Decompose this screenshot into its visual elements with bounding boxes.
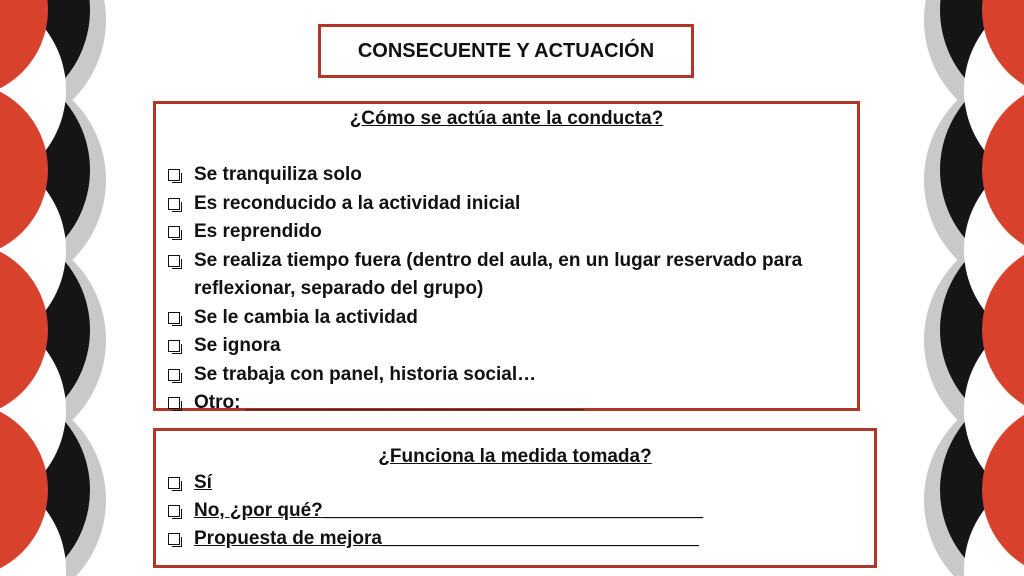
checkbox-icon[interactable]: [168, 505, 180, 517]
checkbox-icon[interactable]: [168, 198, 180, 210]
option-otro[interactable]: [166, 389, 847, 418]
option-label: Es reconducido a la actividad inicial: [194, 192, 521, 214]
checkbox-icon[interactable]: [168, 533, 180, 545]
option-se-tranquiliza[interactable]: [166, 161, 847, 190]
option-label: Se ignora: [194, 335, 281, 356]
option-label: No, ¿por qué?____________________________________: [194, 500, 704, 521]
checkbox-icon[interactable]: [168, 397, 180, 409]
checkbox-icon[interactable]: [168, 169, 180, 181]
option-label: Se le cambia la actividad: [194, 306, 418, 328]
spacer: [166, 131, 847, 161]
option-no-por-que[interactable]: [166, 497, 864, 525]
option-label: Es reprendido: [194, 221, 322, 242]
option-label: Se realiza tiempo fuera (dentro del aula, en un lugar reservado para reflexionar, separado del grupo): [194, 249, 803, 299]
option-label: Se trabaja con panel, historia social…: [194, 363, 537, 385]
checkbox-icon[interactable]: [168, 226, 180, 238]
option-tiempo-fuera[interactable]: [166, 247, 847, 304]
option-label: Otro: ________________________________: [194, 392, 584, 413]
option-propuesta-mejora[interactable]: [166, 525, 864, 553]
behavior-response-panel: [153, 101, 860, 411]
checkbox-icon[interactable]: [168, 312, 180, 324]
scallop-border-left: [0, 0, 106, 576]
measure-effectiveness-question: ¿Funciona la medida tomada?: [378, 446, 652, 467]
behavior-response-question: ¿Cómo se actúa ante la conducta?: [349, 108, 664, 129]
option-label: Propuesta de mejora______________________________: [194, 528, 699, 549]
checkbox-icon[interactable]: [168, 369, 180, 381]
option-label: Se tranquiliza solo: [194, 164, 362, 185]
checkbox-icon[interactable]: [168, 477, 180, 489]
option-reprendido[interactable]: [166, 218, 847, 247]
checkbox-icon[interactable]: [168, 255, 180, 267]
scallop-border-right: [924, 0, 1024, 576]
checkbox-icon[interactable]: [168, 340, 180, 352]
option-cambia-actividad[interactable]: [166, 304, 847, 333]
option-label: Sí: [194, 472, 212, 493]
response-options-list: [166, 161, 847, 418]
effectiveness-options-list: [166, 469, 864, 553]
measure-effectiveness-panel: [153, 428, 877, 568]
option-reconducido[interactable]: [166, 190, 847, 219]
page-title-text: CONSECUENTE Y ACTUACIÓN: [357, 39, 655, 62]
option-si[interactable]: [166, 469, 864, 497]
page-title: [318, 24, 694, 78]
option-panel-historia[interactable]: [166, 361, 847, 390]
option-se-ignora[interactable]: [166, 332, 847, 361]
